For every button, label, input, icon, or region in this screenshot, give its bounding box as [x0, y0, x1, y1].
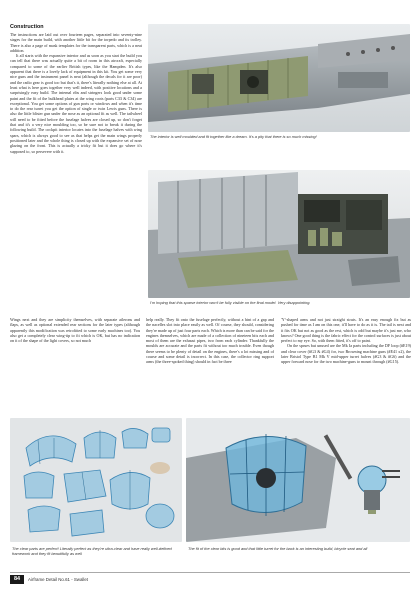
photo-clear-parts-image	[10, 418, 182, 542]
column-2-text	[146, 317, 274, 365]
caption-photo-1: The interior is well moulded and fit together like a dream. It's a pity that there is so much missing!	[150, 134, 317, 139]
paragraph: 'Y'-shaped arms and not just straight struts. It's an easy enough fix but as pushed for time as I am on this one, it'll have to do as it is. The tail is next and it fits OK but not as good as the rest, which is odd but maybe it's just me, who knows? One good thing is the fabric effect for the control surfaces is just about perfect to my eye. So, with them fitted, it's off to paint.	[281, 317, 411, 344]
column-1-text	[10, 32, 142, 154]
photo-sparse-interior-image	[148, 170, 410, 298]
paragraph: help really. They fit onto the fuselage perfectly, without a hint of a gap and the nacelles slot into place easily as well. Of course, they should, considering they're made up of just four parts each. Which is more than can be said for the engines themselves, which are made of a collection of nineteen bits each and most of them are the exhaust pipes, two from each cylinder. Thankfully the moulds are accurate and the parts fit without too much trouble. Even though there seems to be plenty of detail on the engines, there's a lot missing and of course and some detail is incorrect. In this case, the collector ring support arms (the three-spoked thing) should in fact be three	[146, 317, 274, 365]
paragraph: It all starts with the expansive interior and as soon as you start the build you can tell that there was actually quite a bit of room in this aircraft, especially compared to some of the earlier British types, like the Hampden. It's also apparent that there is a lovely lack of equipment in this kit. You get some very nice guns and the instrument panel is neat (although the decals for it are poor) and the radio gear is good too but that's it, there's literally nothing else at all. At least what is here goes together very well indeed, with positive locations and a surprisingly easy build. The internal ribs and stringers look good under some paint and the fit of the bulkhead plates at the wing roots (parts C33 & C34) are exceptional. You get some options of gun ports or windows and when it's time to do the rear turret you get the option of single or twin Lewis guns. There is also the little blister gun under the nose as an optional fit as well. The tailwheel will need to be fitted before the fuselage halves are closed up, so don't forget that and it's a very nice moulding too, so be sure not to break it during the following build. The cockpit interior locates into the fuselage halves with wing spars, which is always good to see as that helps get the main wings properly positioned later and the whole thing is closed up with the expansive set of nose glazing on the front. This is actually a tricky fit but it does go where it's supposed to, so persevere with it.	[10, 53, 142, 154]
page-footer	[10, 575, 160, 584]
caption-photo-2: I'm hoping that this sparse interior won't be fully visible on the final model. Very disappointing.	[150, 300, 311, 305]
caption-photo-4: The fit of the clear bits is good and that little turret for the back is an interesting build, bicycle seat and all	[188, 546, 368, 551]
column-3-text	[281, 317, 411, 365]
caption-photo-3: The clear parts are perfect! Literally perfect as they're ultra-clear and have really well-defined framework and they fit beautifully as well	[12, 546, 172, 556]
photo-sparse-interior	[148, 170, 410, 298]
photo-turret-fit	[186, 418, 410, 542]
publication-title: Airframe Detail No.61 - Swallet	[28, 577, 89, 582]
paragraph: On the sprues but unused are the Mk Ia parts including the DF loop (#E19) and clear cover (#G3 & #G4) for, two Browning machine guns (#E41 x2), the later Bristol Type B1 Mk V mid-upper turret halves (#G3 & #G6) and the upper forward nose for the two machine-guns to mount through (#G15).	[281, 343, 411, 365]
footer-rule	[10, 572, 410, 573]
photo-clear-parts	[10, 418, 182, 542]
paragraph: Wings next and they are simplicity themselves, with separate ailerons and flaps, as well as optional extended rear sections for the later types (although apparently this modification was retrofitted to some early machines too). You also get a completely clear wing-tip to fit which is OK, but has no indication on it of the shape of the light covers, so not much	[10, 317, 140, 344]
photo-fuselage-interior	[148, 24, 410, 132]
photo-fuselage-interior-image	[148, 24, 410, 132]
page-number: 84	[10, 575, 24, 584]
section-heading: Construction	[10, 24, 44, 30]
photo-turret-fit-image	[186, 418, 410, 542]
paragraph: The instructions are laid out over fourteen pages, separated into seventy-nine stages for the main build, with another little bit for the torpedo and its trolley. There is also a page of mask templates for the transparent parts, which is a neat addition.	[10, 32, 142, 53]
column-1-continued-text	[10, 317, 140, 343]
